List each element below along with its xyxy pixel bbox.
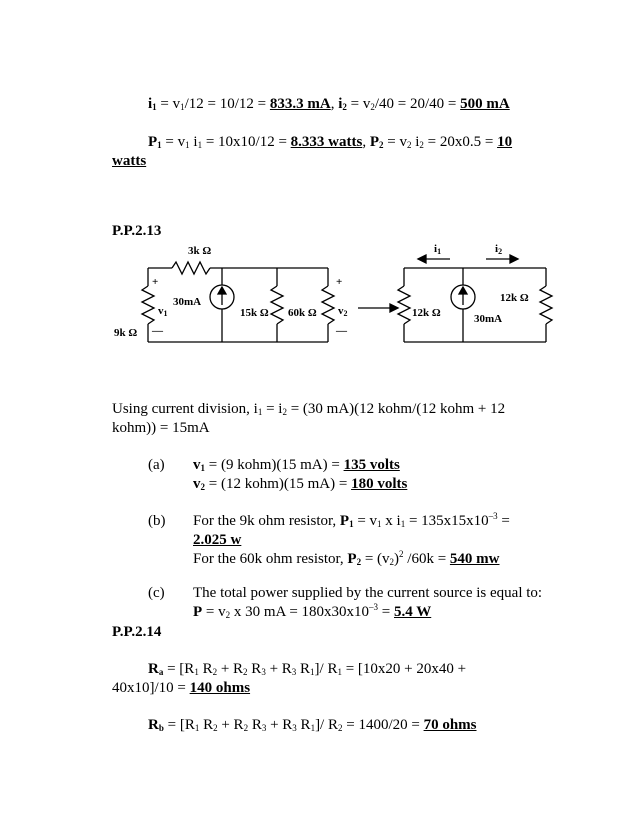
current-division-line1: Using current division, $i_1 = i_2 = (30$ mA)(12 kohm/(12 kohm + 12 [112,401,506,417]
svg-text:v2: v2 [338,305,348,318]
svg-text:v1: v1 [158,305,168,318]
label-30mA: 30mA [173,296,202,308]
resistor-9k [142,286,154,324]
plus-v2: + [336,276,343,288]
minus-v1: — [152,325,163,337]
answer-total-power: 5.4 W [394,604,432,620]
label-9k: 9k Ω [114,327,138,339]
plus-v1: + [152,276,159,288]
answer-rb: 70 ohms [423,717,477,733]
answer-v1: 135 volts [343,457,400,473]
answer-p2-60k: 540 mw [449,551,500,567]
label-v1: v [158,305,164,317]
svg-text:i1: i1 [434,243,442,256]
part-c-line1: The total power supplied by the current source is equal to: [193,585,543,601]
answer-v2: 180 volts [351,476,408,492]
rb-line: $R_b = [R_1$ $R_2 + R_2$ $R_3 + R_3$ $R_1]/$ $R_2 = 1400/20 = 70$ ohms [148,717,477,733]
answer-p1-9k: 2.025 w [193,532,242,548]
resistor-60k [322,286,334,324]
current-division-line2: kohm)) = 15mA [112,420,210,436]
answer-i1: 833.3 mA [269,96,331,112]
resistor-15k [271,286,283,324]
answer-p2b: watts [112,153,147,169]
resistor-3k [172,262,210,274]
part-b-line2: For the 60k ohm resistor, $P_2 = (v_2)^2$ /60k = 540 mw [193,549,500,567]
part-a-v1: $v_1 = (9$ kohm)(15 mA) = 135 volts [193,457,400,473]
svg-text:i2: i2 [495,243,503,256]
label-30mA-2: 30mA [474,313,503,325]
answer-i2: 500 mA [460,96,510,112]
ra-line2: 40x10]/10 = 140 ohms [112,680,251,696]
equation-currents: $i_1 = v_1/12 = 10/12 = 833.3$ mA, $i_2 = v_2/40 = 20/40 = 500$ mA [148,96,510,112]
label-v2: v [338,305,344,317]
label-12k-right: 12k Ω [500,292,529,304]
part-b-label: (b) [148,513,166,529]
part-b-answer1 [193,531,241,549]
label-15k: 15k Ω [240,307,269,319]
answer-p1: 8.333 watts [290,134,363,150]
label-3k: 3k Ω [188,245,212,257]
part-c-line2: $P = v_2$ x 30 mA = $180x30x10^{-3} = 5.4$ W [193,602,432,620]
label-12k-left: 12k Ω [412,307,441,319]
label-i1: i [434,243,438,255]
ra-line1: $R_a = [R_1$ $R_2 + R_2$ $R_3 + R_3$ $R_1]/$ $R_1 = [10x20 + 20x40$ + [148,661,467,677]
part-c-label: (c) [148,585,165,601]
part-b-line1: For the 9k ohm resistor, $P_1 = v_1$ x $i_1 = 135x15x10^{-3}$ = [193,511,510,529]
answer-p2a: 10 [497,134,513,150]
equation-powers: $P_1 = v_1$ $i_1 = 10x10/12 = 8.333$ watts, $P_2 = v_2$ $i_2 = 20x0.5 = 10$ [148,134,513,150]
minus-v2: — [336,325,347,337]
problem-heading-2-14: P.P.2.14 [112,624,162,640]
part-a-v2: $v_2 = (12$ kohm)(15 mA) = 180 volts [193,476,408,492]
label-60k: 60k Ω [288,307,317,319]
answer-ra: 140 ohms [189,680,251,696]
resistor-12k-left [398,286,410,324]
part-a-label: (a) [148,457,165,473]
resistor-12k-right [540,286,552,324]
problem-heading-2-13: P.P.2.13 [112,223,162,239]
label-i2: i [495,243,499,255]
